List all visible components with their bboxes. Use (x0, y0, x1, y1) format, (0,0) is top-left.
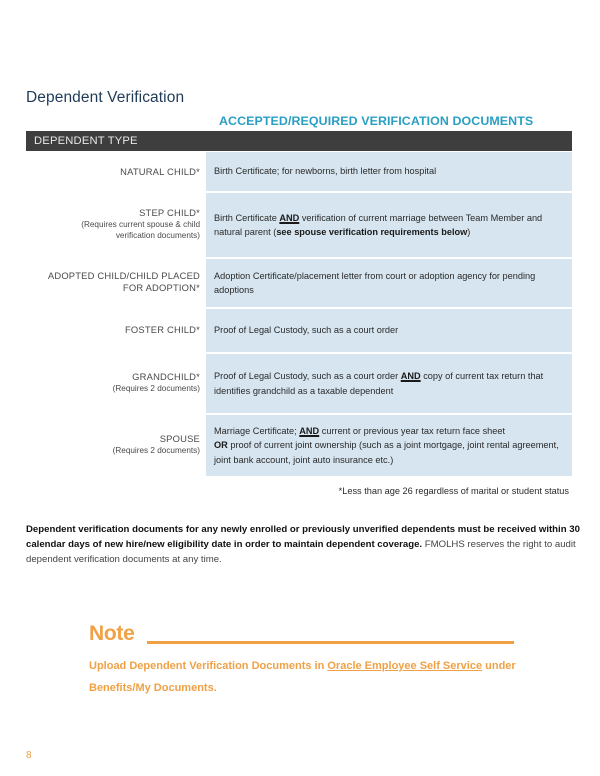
document-text: Birth Certificate AND verification of current marriage between Team Member and natural parent (see spouse verification requirements below) (214, 212, 543, 237)
dependent-type-cell (26, 152, 206, 191)
page-title: Dependent Verification (26, 89, 185, 106)
document-cell (206, 352, 572, 413)
document-cell (206, 307, 572, 352)
dependent-type-note: (Requires 2 documents) (112, 445, 200, 455)
table-row (26, 152, 572, 191)
table-row (26, 191, 572, 257)
document-text: Adoption Certificate/placement letter from court or adoption agency for pending adoptions (214, 270, 536, 295)
table-header-bar (26, 131, 572, 151)
note-text-after: under Benefits/My Documents. (89, 660, 516, 694)
oracle-self-service-link[interactable]: Oracle Employee Self Service (327, 660, 483, 672)
dependent-type-label: SPOUSE (159, 432, 200, 444)
documents-column-heading: ACCEPTED/REQUIRED VERIFICATION DOCUMENTS (219, 114, 534, 128)
document-text: Birth Certificate; for newborns, birth letter from hospital (214, 166, 437, 177)
table-row (26, 257, 572, 307)
dependent-type-label: NATURAL CHILD* (120, 165, 200, 177)
document-cell (206, 257, 572, 307)
document-text: Marriage Certificate; AND current or previous year tax return face sheet OR proof of current joint ownership (such as a joint mortgage, joint rental agreement, joint bank account, joint auto insurance etc.) (214, 425, 559, 465)
note-divider (147, 641, 514, 644)
age-footnote: *Less than age 26 regardless of marital or student status (338, 486, 569, 496)
dependent-type-header: DEPENDENT TYPE (34, 135, 138, 147)
dependent-type-label: ADOPTED CHILD/CHILD PLACED FOR ADOPTION* (47, 270, 200, 293)
dependent-type-note: (Requires 2 documents) (112, 383, 200, 393)
table-row (26, 352, 572, 413)
dependent-type-cell (26, 257, 206, 307)
document-cell (206, 413, 572, 476)
note-heading: Note (89, 622, 135, 645)
dependent-type-cell (26, 352, 206, 413)
note-text-before: Upload Dependent Verification Documents in (89, 660, 328, 672)
table-row (26, 413, 572, 476)
table-row (26, 307, 572, 352)
document-cell (206, 191, 572, 257)
document-text: Proof of Legal Custody, such as a court order AND copy of current tax return that identifies grandchild as a taxable dependent (214, 371, 544, 396)
dependent-type-label: FOSTER CHILD* (124, 323, 200, 335)
dependent-type-cell (26, 191, 206, 257)
document-text: Proof of Legal Custody, such as a court order (214, 325, 399, 336)
page-number: 8 (26, 750, 32, 761)
dependent-type-note: (Requires current spouse & child verification documents) (81, 219, 200, 240)
deadline-notice (26, 522, 586, 567)
notice-bold-text: Dependent verification documents for any newly enrolled or previously unverified dependents must be received within 30 calendar days of new hire/new eligibility date in order to maintain dependent coverage. (26, 524, 580, 550)
dependent-type-cell (26, 413, 206, 476)
notice-plain-text: FMOLHS reserves the right to audit dependent verification documents at any time. (26, 539, 576, 565)
note-text (89, 655, 529, 699)
dependent-type-cell (26, 307, 206, 352)
verification-table (26, 152, 572, 476)
dependent-type-label: GRANDCHILD* (132, 370, 200, 382)
dependent-type-label: STEP CHILD* (139, 206, 200, 218)
document-cell (206, 152, 572, 191)
